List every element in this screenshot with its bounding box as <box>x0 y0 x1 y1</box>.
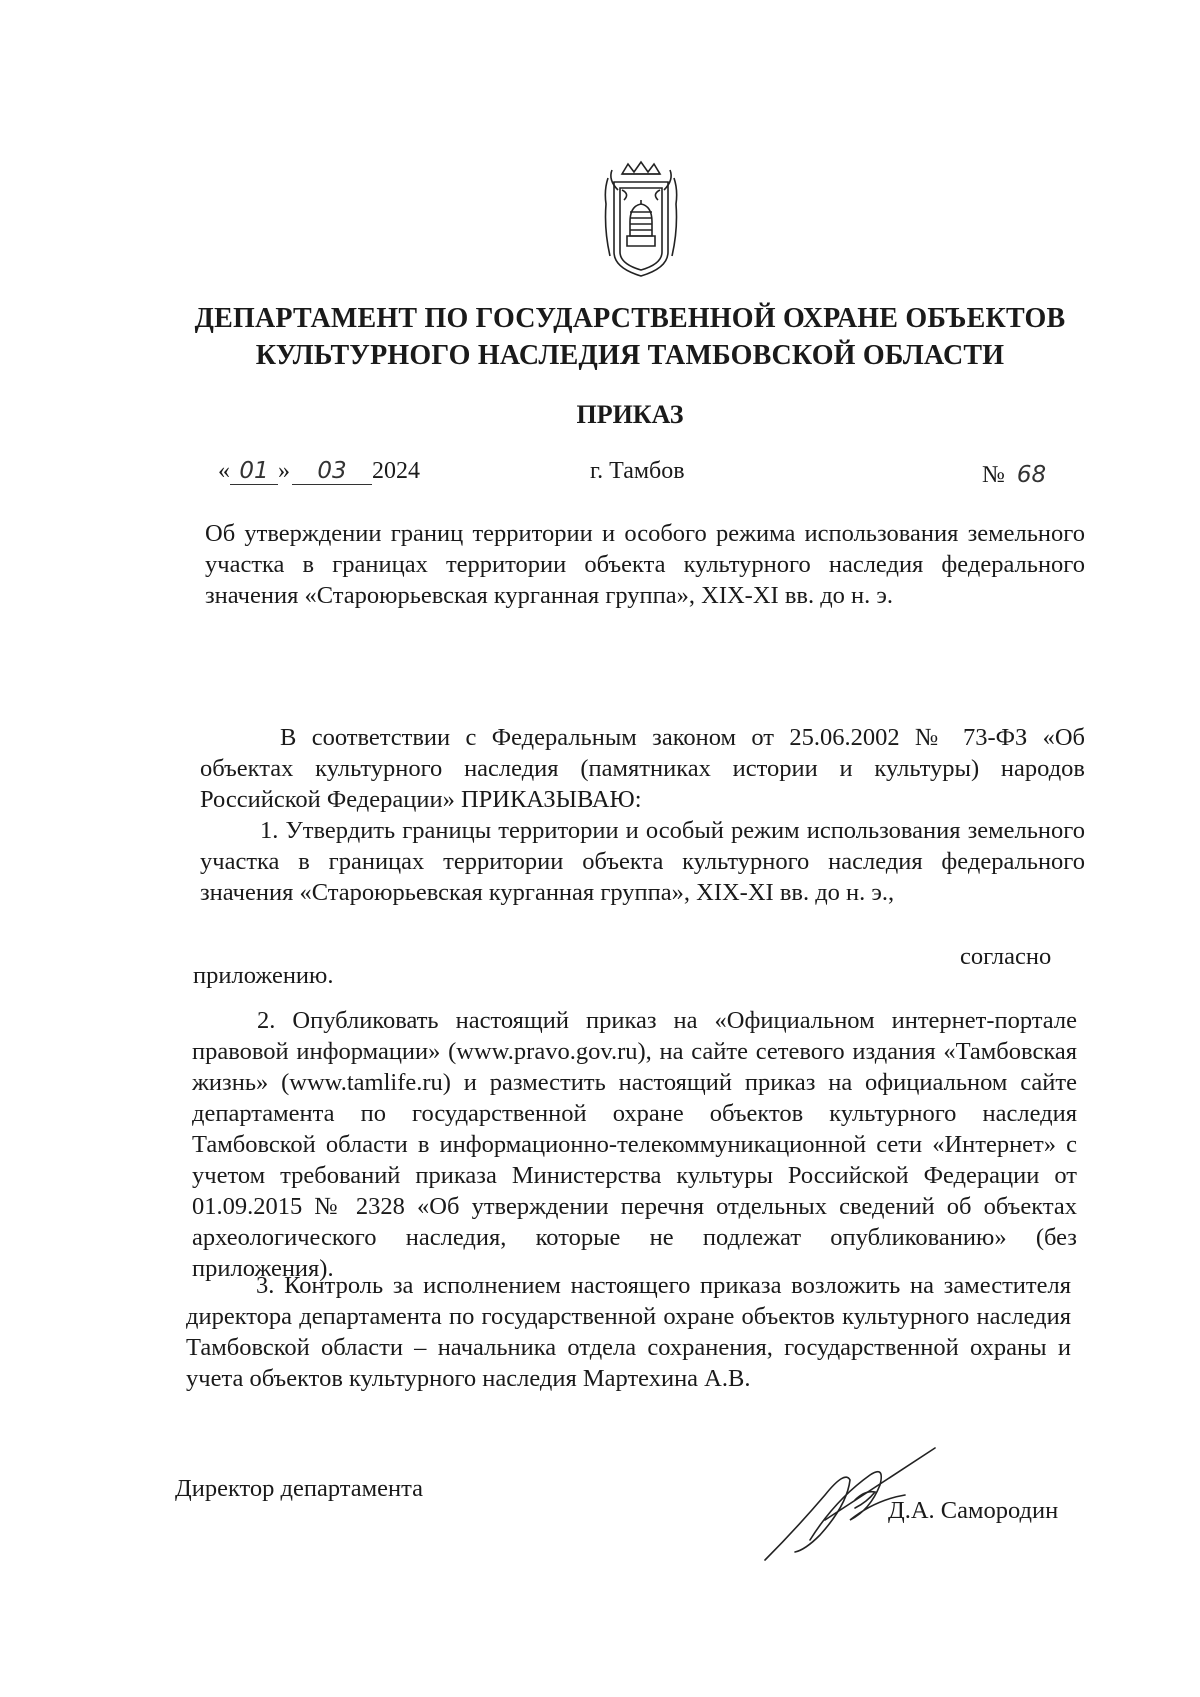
city: г. Тамбов <box>590 458 685 484</box>
order-item-3: 3. Контроль за исполнением настоящего приказа возложить на заместителя директора департамента по государственной охране объектов культурного наследия Тамбовской области – начальника отдела сохранения, государственной охраны и учета объектов культурного наследия Мартехина А.В. <box>186 1272 1071 1392</box>
order-number <box>982 462 1046 489</box>
director-title: Директор департамента <box>175 1475 424 1502</box>
department-name-line2: КУЛЬТУРНОГО НАСЛЕДИЯ ТАМБОВСКОЙ ОБЛАСТИ <box>255 340 1005 371</box>
order-subject: Об утверждении границ территории и особого режима использования земельного участка в границах территории объекта культурного наследия федерального значения «Староюрьевская курганная группа», XIX-XI вв. до н. э. <box>205 520 1085 609</box>
preamble-paragraph: В соответствии с Федеральным законом от 25.06.2002 № 73-ФЗ «Об объектах культурного наследия (памятниках истории и культуры) народов Российской Федерации» ПРИКАЗЫВАЮ: <box>200 724 1085 813</box>
document-type-title: ПРИКАЗ <box>576 400 684 429</box>
department-name <box>160 300 1100 374</box>
tambov-region-coat-of-arms-icon <box>600 160 682 280</box>
number-value: 68 <box>1016 462 1047 488</box>
number-label: № <box>982 462 1005 488</box>
order-item-1-continuation-right: согласно <box>960 943 1052 970</box>
department-name-line1: ДЕПАРТАМЕНТ ПО ГОСУДАРСТВЕННОЙ ОХРАНЕ ОБЪЕКТОВ <box>194 303 1066 334</box>
date-quote-open: « <box>218 458 230 484</box>
date-quote-close: » <box>278 458 290 484</box>
order-item-2: 2. Опубликовать настоящий приказ на «Официальном интернет-портале правовой информации» (www.pravo.gov.ru), на сайте сетевого издания «Тамбовская жизнь» (www.tamlife.ru) и разместить настоящий приказ на официальном сайте департамента по государственной охране объектов культурного наследия Тамбовской области в информационно-телекоммуникационной сети «Интернет» с учетом требований приказа Министерства культуры Российской Федерации от 01.09.2015 № 2328 «Об утверждении перечня отдельных сведений об объектах археологического наследия, которые не подлежат опубликованию» (без приложения). <box>192 1007 1077 1282</box>
date-month: 03 <box>292 458 372 485</box>
order-item-1: 1. Утвердить границы территории и особый режим использования земельного участка в границах территории объекта культурного наследия федерального значения «Староюрьевская курганная группа», XIX-XI вв. до н. э., <box>200 817 1085 906</box>
signer-name: Д.А. Самородин <box>888 1497 1059 1524</box>
order-item-1-continuation-left: приложению. <box>193 962 334 989</box>
order-date <box>218 458 420 485</box>
date-year: 2024 <box>372 458 420 484</box>
date-day: 01 <box>230 458 278 485</box>
